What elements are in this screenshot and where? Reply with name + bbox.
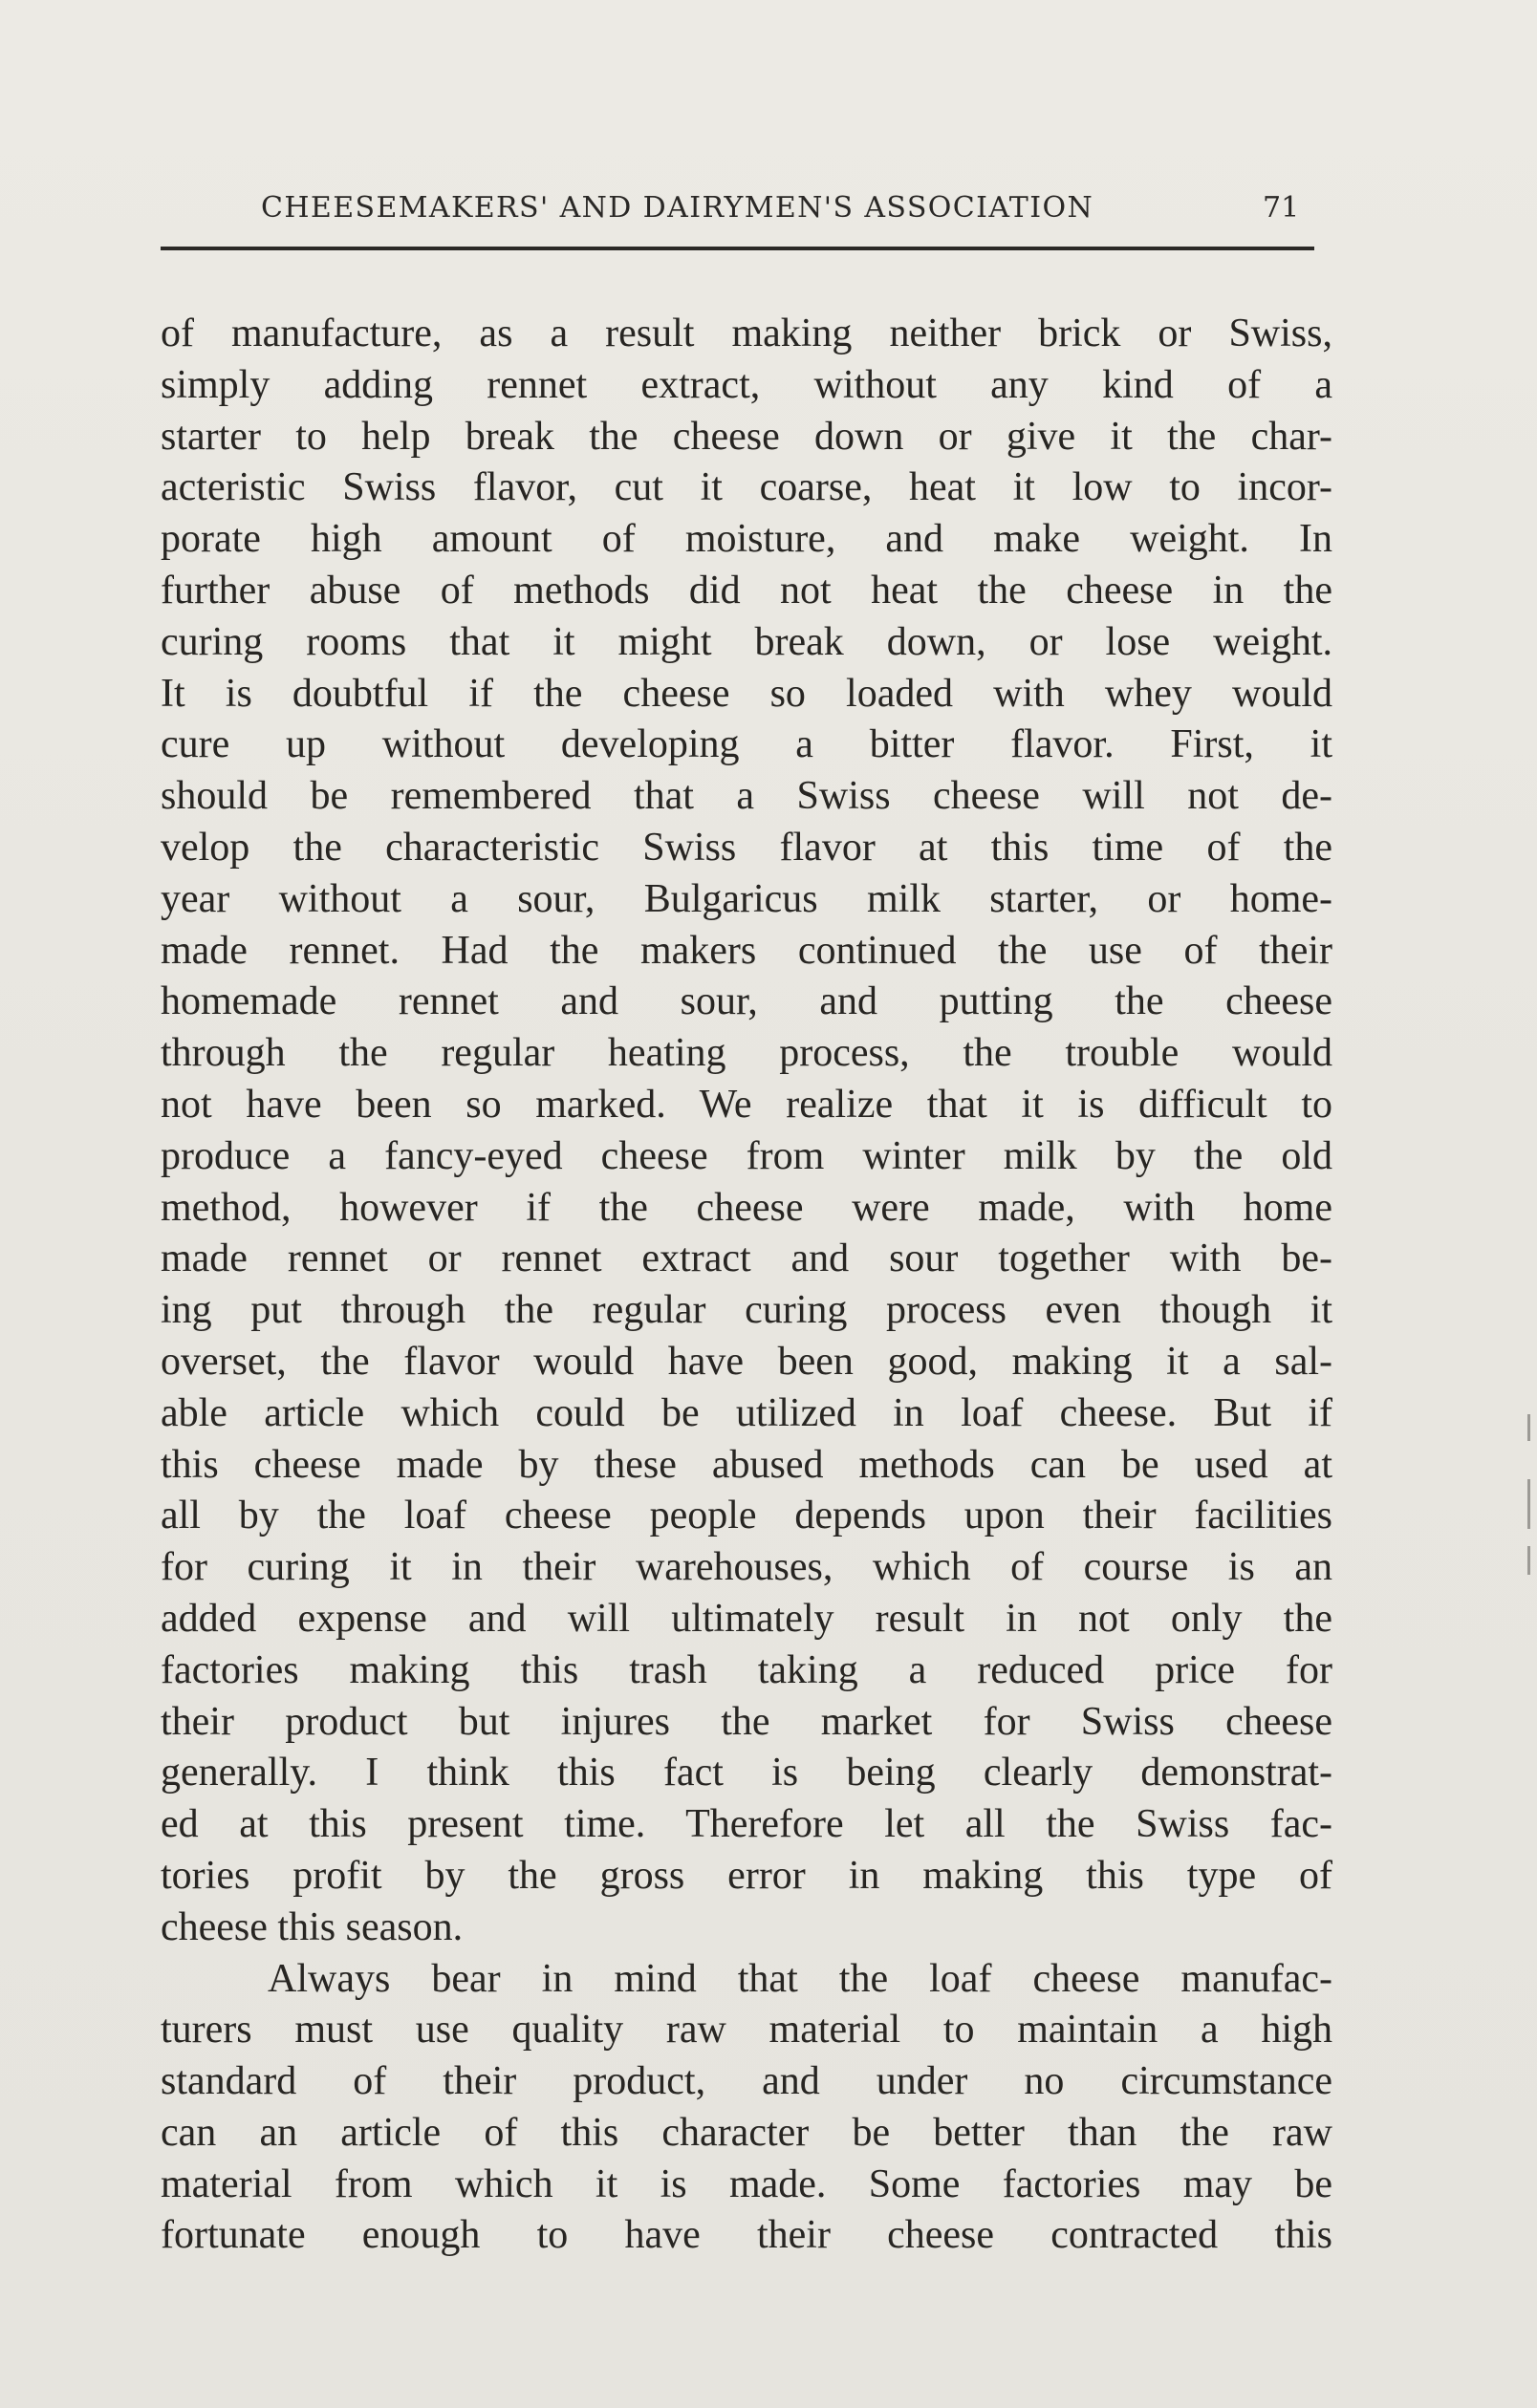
text-line: produce a fancy-eyed cheese from winter milk by the old	[161, 1133, 1332, 1178]
text-line: generally. I think this fact is being clearly demonstrat-	[161, 1751, 1332, 1795]
text-line: Always bear in mind that the loaf cheese manufac-	[268, 1956, 1332, 2001]
page-header	[261, 191, 1312, 235]
text-line: curing rooms that it might break down, or lose weight.	[161, 619, 1332, 664]
page-number: 71	[1263, 191, 1300, 225]
text-line: further abuse of methods did not heat the cheese in the	[161, 568, 1332, 613]
text-line: added expense and will ultimately result in not only the	[161, 1596, 1332, 1641]
text-line: standard of their product, and under no circumstance	[161, 2059, 1332, 2104]
text-line: cure up without developing a bitter flavor. First, it	[161, 722, 1332, 767]
text-line: acteristic Swiss flavor, cut it coarse, heat it low to incor-	[161, 465, 1332, 510]
text-line: ed at this present time. Therefore let all the Swiss fac-	[161, 1802, 1332, 1847]
text-line: velop the characteristic Swiss flavor at this time of the	[161, 825, 1332, 870]
margin-mark	[1527, 1546, 1530, 1575]
text-line: able article which could be utilized in loaf cheese. But if	[161, 1390, 1332, 1435]
margin-mark	[1527, 1479, 1530, 1529]
text-line: porate high amount of moisture, and make weight. In	[161, 517, 1332, 562]
text-line: of manufacture, as a result making neither brick or Swiss,	[161, 312, 1332, 355]
text-line: for curing it in their warehouses, which of course is an	[161, 1545, 1332, 1590]
text-line: simply adding rennet extract, without any kind of a	[161, 362, 1332, 407]
text-line: this cheese made by these abused methods can be used at	[161, 1442, 1332, 1487]
text-line: made rennet or rennet extract and sour together with be-	[161, 1236, 1332, 1281]
text-line: homemade rennet and sour, and putting the cheese	[161, 979, 1332, 1024]
running-title: CHEESEMAKERS' AND DAIRYMEN'S ASSOCIATION	[261, 191, 1094, 225]
text-line: starter to help break the cheese down or give it the char-	[161, 414, 1332, 459]
text-line: factories making this trash taking a reduced price for	[161, 1647, 1332, 1692]
text-line: their product but injures the market for Swiss cheese	[161, 1699, 1332, 1744]
body-text	[161, 309, 1332, 2262]
text-line: through the regular heating process, the trouble would	[161, 1031, 1332, 1076]
text-line: method, however if the cheese were made, with home	[161, 1185, 1332, 1230]
text-line: made rennet. Had the makers continued the use of their	[161, 928, 1332, 973]
text-line: tories profit by the gross error in making this type of	[161, 1853, 1332, 1898]
paragraph-2	[161, 1954, 1332, 2263]
text-line: year without a sour, Bulgaricus milk starter, or home-	[161, 876, 1332, 921]
text-line: should be remembered that a Swiss cheese will not de-	[161, 774, 1332, 819]
margin-mark	[1527, 1414, 1530, 1441]
text-line: can an article of this character be better than the raw	[161, 2110, 1332, 2155]
text-line: all by the loaf cheese people depends upon their facilities	[161, 1494, 1332, 1538]
paragraph-1	[161, 309, 1332, 1954]
text-line: It is doubtful if the cheese so loaded with whey would	[161, 671, 1332, 716]
text-line: not have been so marked. We realize that it is difficult to	[161, 1082, 1332, 1127]
text-line: ing put through the regular curing process even though it	[161, 1288, 1332, 1333]
text-line: cheese this season.	[161, 1904, 464, 1949]
text-line: turers must use quality raw material to maintain a high	[161, 2008, 1332, 2053]
text-line: fortunate enough to have their cheese contracted this	[161, 2213, 1332, 2258]
text-line: material from which it is made. Some factories may be	[161, 2161, 1332, 2206]
header-rule	[161, 247, 1314, 250]
text-line: overset, the flavor would have been good, making it a sal-	[161, 1339, 1332, 1384]
